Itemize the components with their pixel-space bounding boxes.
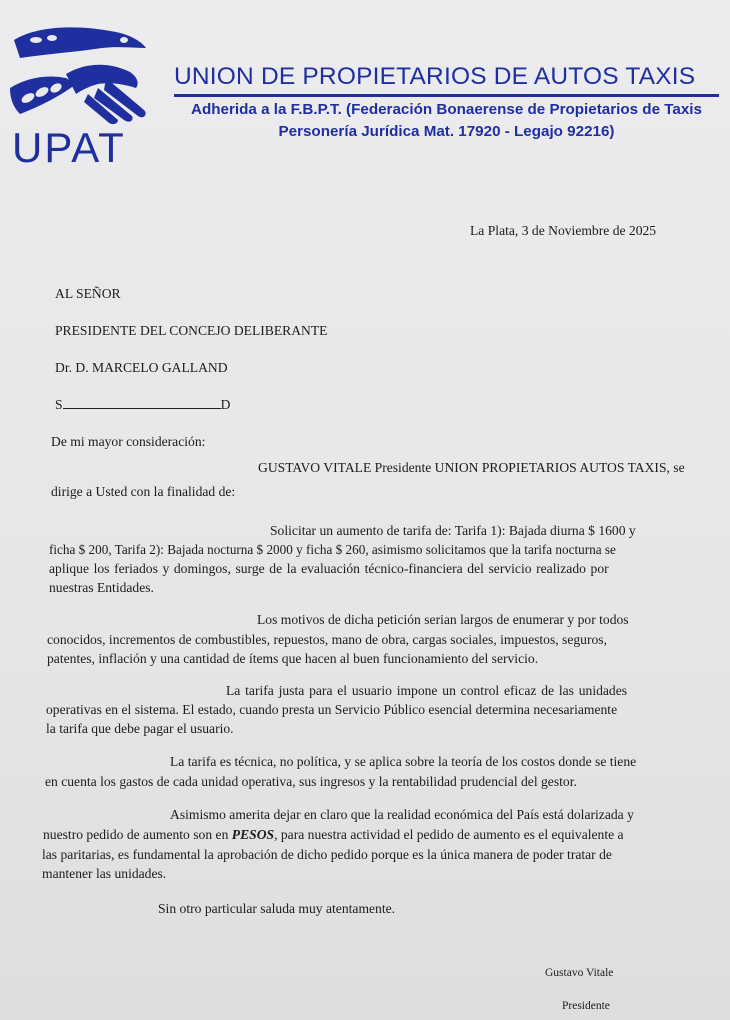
signature-title: Presidente: [562, 1000, 610, 1012]
p5-line-4: mantener las unidades.: [42, 866, 167, 881]
p2-line-2: conocidos, incrementos de combustibles, repuestos, mano de obra, cargas sociales, impuestos, seguros,: [47, 632, 607, 647]
p3-line-3: la tarifa que debe pagar el usuario.: [46, 721, 234, 736]
recipient-sd-line: [55, 395, 230, 414]
intro-line-1: GUSTAVO VITALE Presidente UNION PROPIETARIOS AUTOS TAXIS, se: [258, 460, 685, 475]
p5-line-2-start: nuestro pedido de aumento son en: [43, 827, 232, 842]
pesos-emphasis: PESOS: [231, 827, 275, 842]
p5-line-2-end: , para nuestra actividad el pedido de aumento es el equivalente a: [274, 827, 624, 842]
organization-legal-info: Personería Jurídica Mat. 17920 - Legajo 92216): [278, 123, 615, 140]
recipient-name: Dr. D. MARCELO GALLAND: [55, 360, 228, 375]
letter-date: La Plata, 3 de Noviembre de 2025: [470, 223, 657, 238]
p3-line-1: La tarifa justa para el usuario impone un control eficaz de las unidades: [226, 683, 628, 698]
handshake-logo-icon: [6, 18, 156, 128]
signature-name: Gustavo Vitale: [545, 967, 614, 979]
p2-line-1: Los motivos de dicha petición serian largos de enumerar y por todos: [257, 612, 629, 627]
p2-line-3: patentes, inflación y una cantidad de ítems que hacen al buen funcionamiento del servicio.: [47, 651, 539, 666]
intro-line-2: dirige a Usted con la finalidad de:: [51, 484, 236, 499]
p1-line-4: nuestras Entidades.: [49, 580, 154, 595]
logo-text: UPAT: [12, 124, 126, 171]
p1-line-2: ficha $ 200, Tarifa 2): Bajada nocturna $ 2000 y ficha $ 260, asimismo solicitamos que la tarifa nocturna se: [49, 542, 616, 557]
upat-logo: [6, 18, 156, 171]
closing: Sin otro particular saluda muy atentamente.: [158, 901, 396, 916]
p4-line-2: en cuenta los gastos de cada unidad operativa, sus ingresos y la rentabilidad prudencial del gestor.: [45, 774, 577, 789]
p1-line-3: aplique los feriados y domingos, surge de la evaluación técnico-financiera del servicio realizado por: [49, 561, 609, 576]
p5-line-3: las paritarias, es fundamental la aprobación de dicho pedido porque es la única manera de poder tratar de: [42, 847, 612, 862]
p5-line-2: [43, 825, 624, 844]
organization-name: UNION DE PROPIETARIOS DE AUTOS TAXIS: [174, 62, 719, 97]
s-letter: S: [55, 397, 63, 412]
p5-line-1: Asimismo amerita dejar en claro que la realidad económica del País está dolarizada y: [170, 807, 634, 822]
organization-affiliation: Adherida a la F.B.P.T. (Federación Bonaerense de Propietarios de Taxis: [191, 101, 702, 118]
recipient-title: PRESIDENTE DEL CONCEJO DELIBERANTE: [55, 323, 328, 338]
greeting: De mi mayor consideración:: [51, 434, 206, 449]
sd-underline: [63, 396, 221, 409]
recipient-salutation: AL SEÑOR: [55, 286, 121, 301]
letterhead-text: [174, 62, 719, 141]
p3-line-2: operativas en el sistema. El estado, cuando presta un Servicio Público esencial determina necesariamente: [46, 702, 618, 717]
p4-line-1: La tarifa es técnica, no política, y se aplica sobre la teoría de los costos donde se tiene: [170, 754, 637, 769]
p1-line-1: Solicitar un aumento de tarifa de: Tarifa 1): Bajada diurna $ 1600 y: [270, 523, 636, 538]
d-letter: D: [220, 397, 231, 412]
